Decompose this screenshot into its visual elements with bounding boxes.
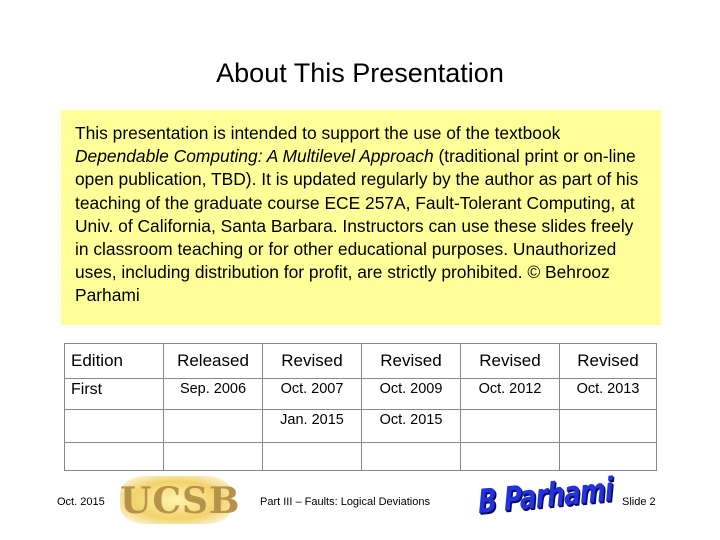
table-cell — [65, 410, 164, 443]
table-cell — [560, 443, 657, 471]
header-cell: Released — [164, 344, 263, 379]
table-cell — [461, 443, 560, 471]
footer-section-title: Part III – Faults: Logical Deviations — [260, 496, 430, 508]
note-book-title: Dependable Computing: A Multilevel Approach — [75, 146, 434, 167]
table-cell: First — [65, 379, 164, 410]
ucsb-logo — [120, 476, 241, 524]
header-cell: Revised — [560, 344, 657, 379]
table-cell: Oct. 2015 — [362, 410, 461, 443]
table-cell: Oct. 2013 — [560, 379, 657, 410]
table-cell: Oct. 2009 — [362, 379, 461, 410]
table-cell — [164, 443, 263, 471]
note-text-after: (traditional print or on-line open publication, TBD). It is updated regularly by the author as part of his teaching of the graduate course ECE 257A, Fault-Tolerant Computing, at Univ. of California, Santa Barbara. Instructors can use these slides freely in classroom teaching or for other educational purposes. Unauthorized uses, including distribution for profit, are strictly prohibited. © Behrooz Parhami — [75, 146, 639, 306]
slide-number: Slide 2 — [622, 496, 656, 508]
header-cell: Revised — [362, 344, 461, 379]
table-cell — [362, 443, 461, 471]
table-cell — [461, 410, 560, 443]
table-header-row — [65, 344, 657, 379]
slide-title: About This Presentation — [216, 58, 504, 88]
table-row — [65, 379, 657, 410]
note-text-before: This presentation is intended to support the use of the textbook — [75, 123, 561, 143]
table-cell: Sep. 2006 — [164, 379, 263, 410]
table-row — [65, 443, 657, 471]
table-cell — [560, 410, 657, 443]
table-cell — [263, 443, 362, 471]
header-cell: Edition — [65, 344, 164, 379]
header-cell: Revised — [461, 344, 560, 379]
table-cell: Jan. 2015 — [263, 410, 362, 443]
author-signature-logo: B Parhami — [476, 469, 614, 521]
table-row — [65, 410, 657, 443]
logo-text: UCSB — [120, 480, 241, 522]
table-cell — [65, 443, 164, 471]
table-cell: Oct. 2012 — [461, 379, 560, 410]
copyright-note — [61, 110, 661, 325]
editions-table — [64, 343, 657, 471]
header-cell: Revised — [263, 344, 362, 379]
footer-date: Oct. 2015 — [57, 496, 105, 508]
table-cell — [164, 410, 263, 443]
table-cell: Oct. 2007 — [263, 379, 362, 410]
